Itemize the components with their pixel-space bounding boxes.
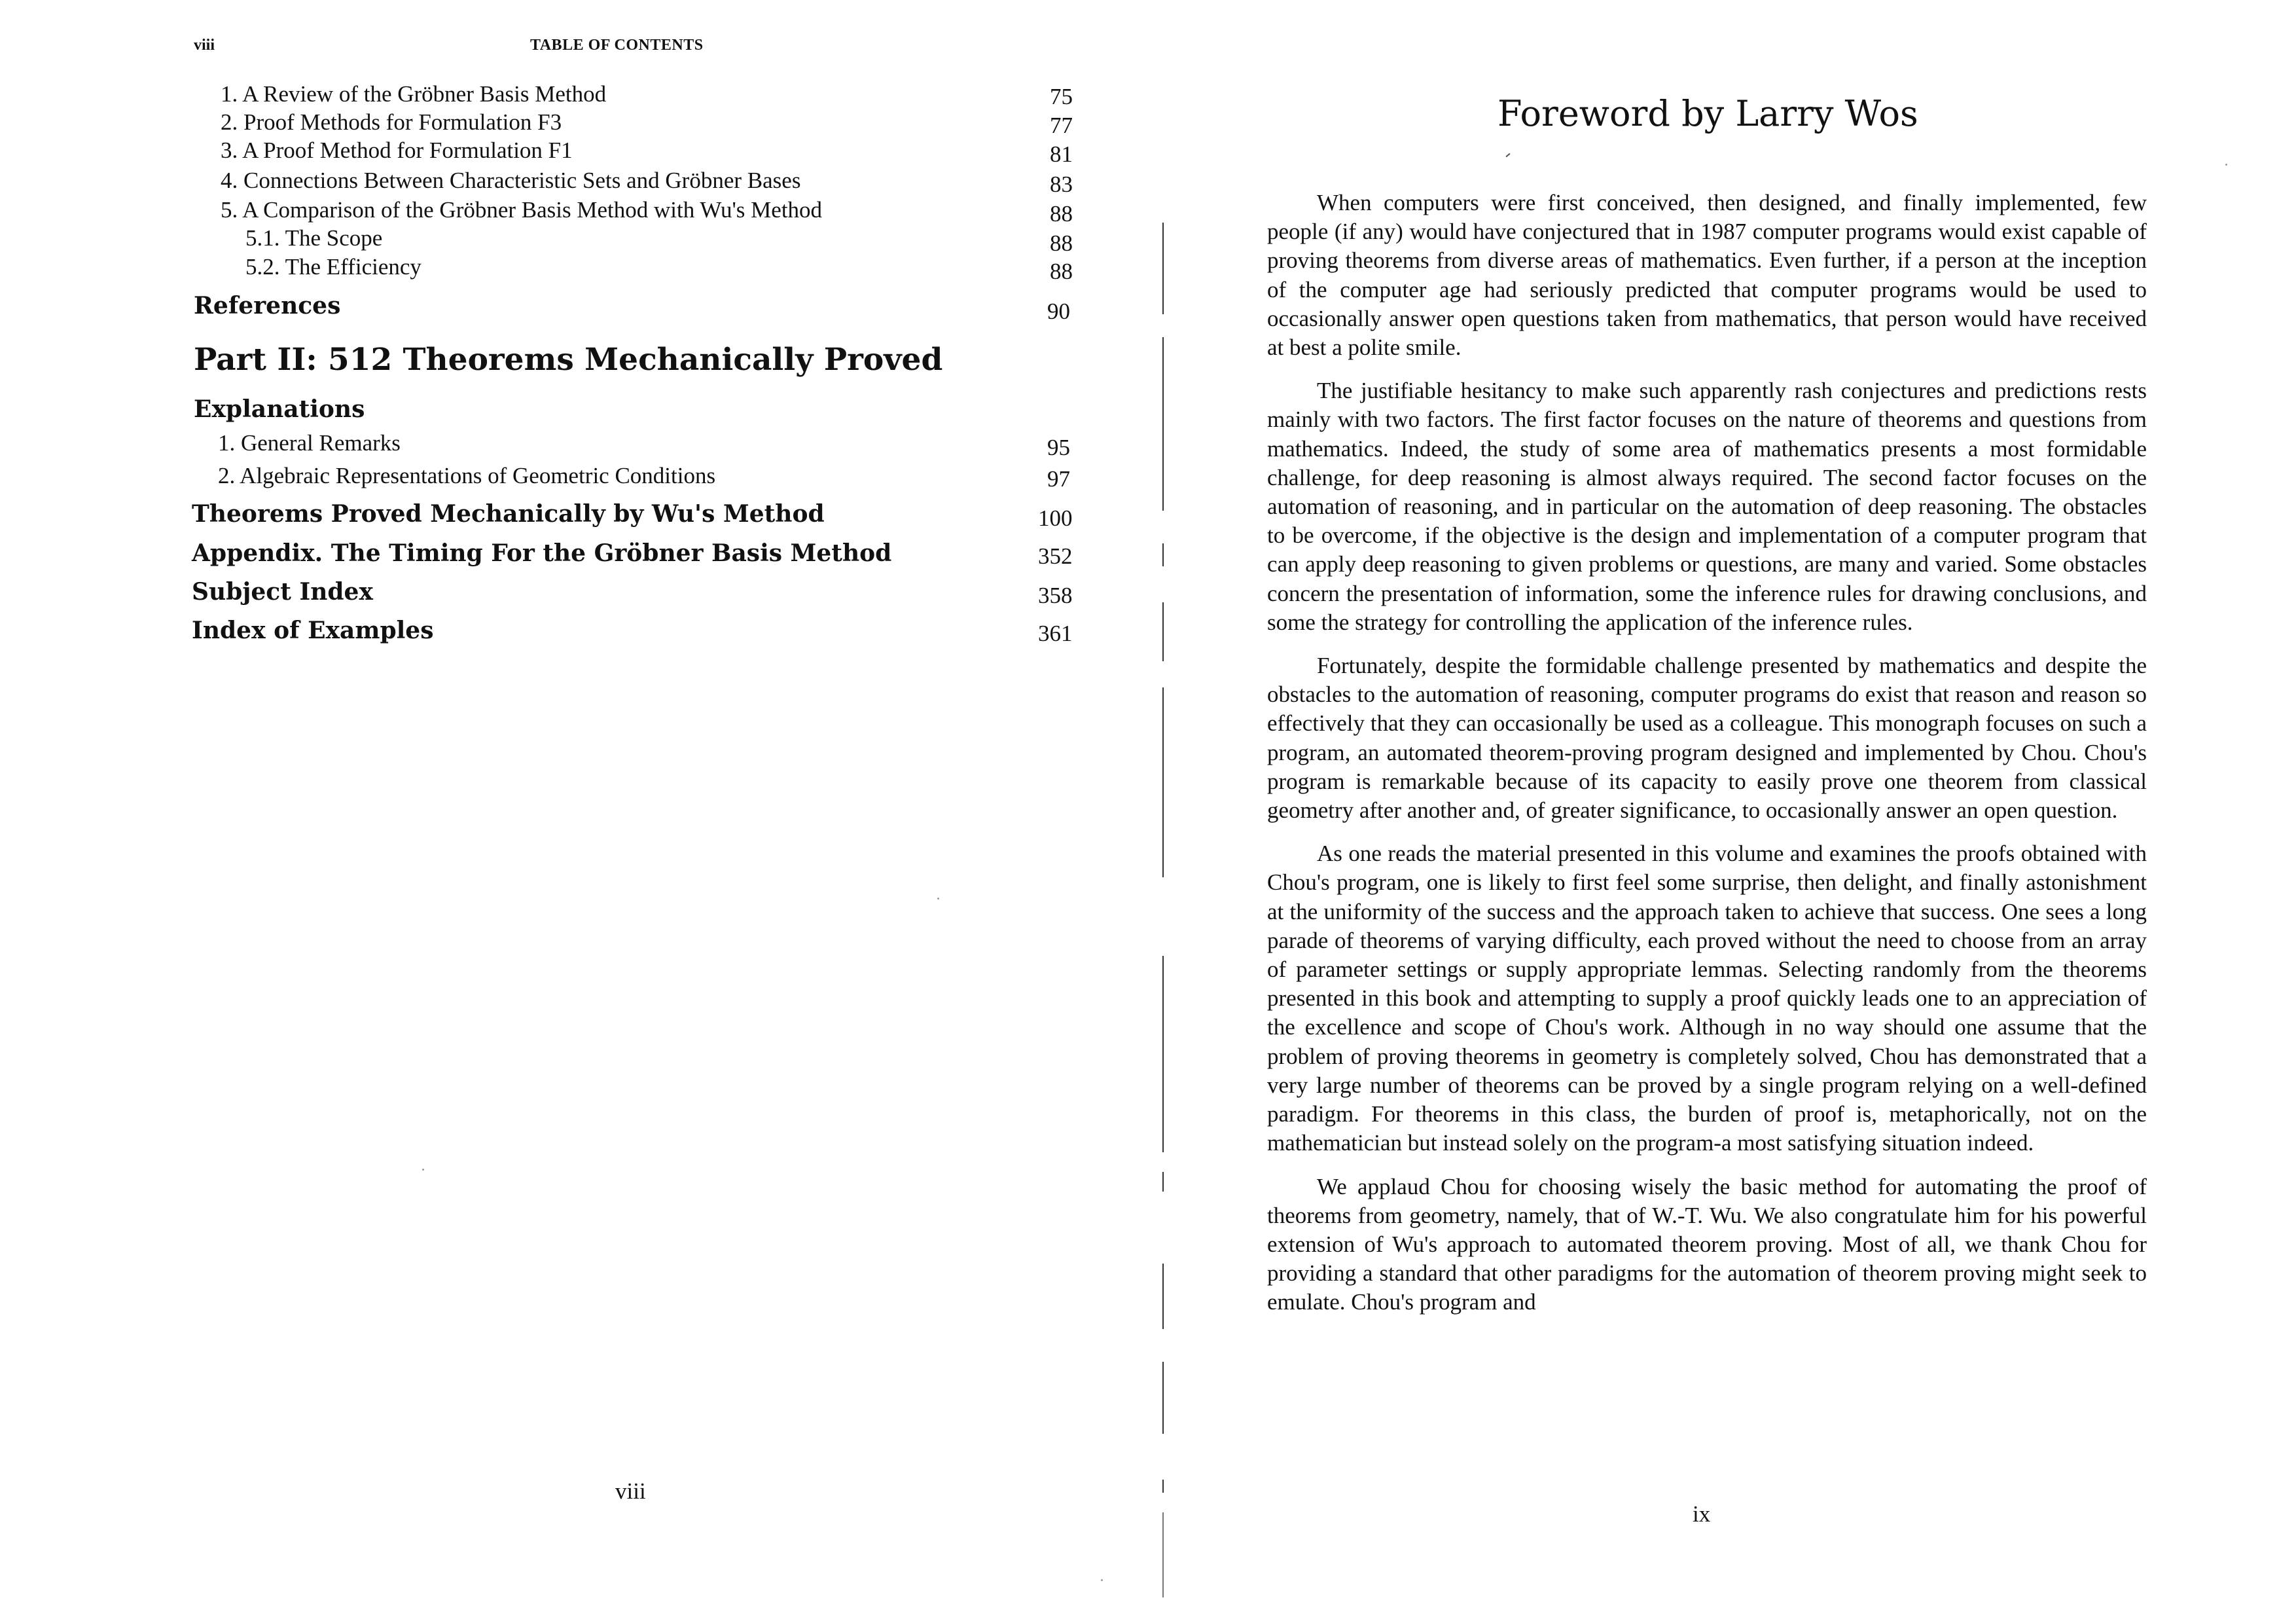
- toc-page-number: 90: [1047, 299, 1070, 324]
- paragraph: When computers were first conceived, then designed, and finally implemented, few people (if any) would have conjectured that in 1987 computer programs would exist capable of proving theorems from diverse areas of mathematics. Even further, if a person at the inception of the computer age had seriously predicted that computer programs would be used to occasionally answer open questions taken from mathematics, that person would have received at best a polite smile.: [1267, 190, 2147, 361]
- foreword-body: [1267, 189, 2147, 1332]
- toc-page-number: 77: [1050, 113, 1073, 138]
- toc-major-entry: Index of Examples: [192, 617, 434, 644]
- toc-page-number: 95: [1047, 435, 1070, 460]
- toc-entry: 2. Proof Methods for Formulation F3: [221, 109, 562, 135]
- toc-entry: 4. Connections Between Characteristic Sets and Gröbner Bases: [221, 168, 801, 193]
- running-head: [190, 33, 1073, 59]
- toc-entry: 5.2. The Efficiency: [245, 254, 422, 280]
- running-head-folio: viii: [194, 37, 215, 54]
- toc-page-number: 88: [1050, 201, 1073, 227]
- paragraph: We applaud Chou for choosing wisely the basic method for automating the proof of theorems from geometry, namely, that of W.-T. Wu. We also congratulate him for his powerful extension of Wu's approach to automated theorem proving. Most of all, we thank Chou for providing a standard that other paradigms for the automation of theorem proving might seek to emulate. Chou's program and: [1267, 1173, 2147, 1315]
- toc-page-number: 361: [1038, 621, 1073, 646]
- part-heading: Part II: 512 Theorems Mechanically Proved: [194, 342, 943, 378]
- toc-major-entry: Theorems Proved Mechanically by Wu's Method: [192, 500, 825, 528]
- toc-page-number: 83: [1050, 172, 1073, 197]
- toc-page-number: 97: [1047, 466, 1070, 492]
- toc-page-number: 358: [1038, 583, 1073, 608]
- paragraph: As one reads the material presented in this volume and examines the proofs obtained with Chou's program, one is likely to first feel some surprise, then delight, and finally astonishment at the uniformity of the success and the approach taken to achieve that success. One sees a long parade of theorems of varying difficulty, each proved without the need to choose from an array of parameter settings or supply appropriate lemmas. Selecting randomly from the theorems presented in this book and attempting to supply a proof quickly leads one to an appreciation of the excellence and scope of Chou's work. Although in no way should one assume that the problem of proving theorems in geometry is completely solved, Chou has demonstrated that a very large number of theorems can be proved by a single program relying on a well-defined paradigm. For theorems in this class, the burden of proof is, metaphorically, not on the mathematician but instead solely on the program-a most satisfying situation indeed.: [1267, 841, 2147, 1156]
- toc-page-number: 100: [1038, 505, 1073, 531]
- page-number: viii: [615, 1478, 646, 1504]
- toc-major-entry: Appendix. The Timing For the Gröbner Basis Method: [192, 539, 892, 567]
- toc-page-number: 88: [1050, 230, 1073, 256]
- paragraph: Fortunately, despite the formidable challenge presented by mathematics and despite the obstacles to the automation of reasoning, computer programs do exist that reason and reason so effectively that they can occasionally be used as a colleague. This monograph focuses on such a program, an automated theorem-proving program designed and implemented by Chou. Chou's program is remarkable because of its capacity to easily prove one theorem from classical geometry after another and, of greater significance, to occasionally answer an open question.: [1267, 653, 2147, 824]
- toc-entry: 3. A Proof Method for Formulation F1: [221, 137, 573, 163]
- toc-entry: 1. General Remarks: [218, 430, 401, 456]
- scan-speck: [2225, 164, 2227, 166]
- toc-entry: 1. A Review of the Gröbner Basis Method: [221, 81, 607, 107]
- scan-speck: [422, 1169, 424, 1171]
- toc-explanations: Explanations: [194, 395, 365, 423]
- toc-references: References: [194, 292, 341, 319]
- paragraph: The justifiable hesitancy to make such apparently rash conjectures and predictions rests mainly with two factors. The first factor focuses on the nature of theorems and questions from mathematics. Indeed, the study of some area of mathematics presents a most formidable challenge, for deep reasoning is almost always required. The second factor focuses on the automation of reasoning, and in particular on the automation of deep reasoning. The obstacles to be overcome, if the objective is the design and implementation of a computer program that can apply deep reasoning to given problems or questions, are many and varied. Some obstacles concern the presentation of information, some the inference rules for drawing conclusions, and some the strategy for controlling the application of the inference rules.: [1267, 378, 2147, 635]
- scan-speck: [937, 898, 939, 900]
- page-number: ix: [1693, 1501, 1711, 1527]
- toc-entry: 5. A Comparison of the Gröbner Basis Method with Wu's Method: [221, 197, 823, 223]
- toc-page-number: 81: [1050, 141, 1073, 167]
- toc-major-entry: Subject Index: [192, 578, 373, 606]
- toc-entry: 2. Algebraic Representations of Geometric Conditions: [218, 463, 716, 488]
- toc-page-number: 352: [1038, 543, 1073, 569]
- scan-speck: [1101, 1579, 1103, 1581]
- toc-page-number: 88: [1050, 259, 1073, 284]
- running-head-title: TABLE OF CONTENTS: [530, 37, 704, 54]
- foreword-title: Foreword by Larry Wos: [1498, 93, 1918, 134]
- toc-entry: 5.1. The Scope: [245, 225, 383, 251]
- toc-page-number: 75: [1050, 84, 1073, 109]
